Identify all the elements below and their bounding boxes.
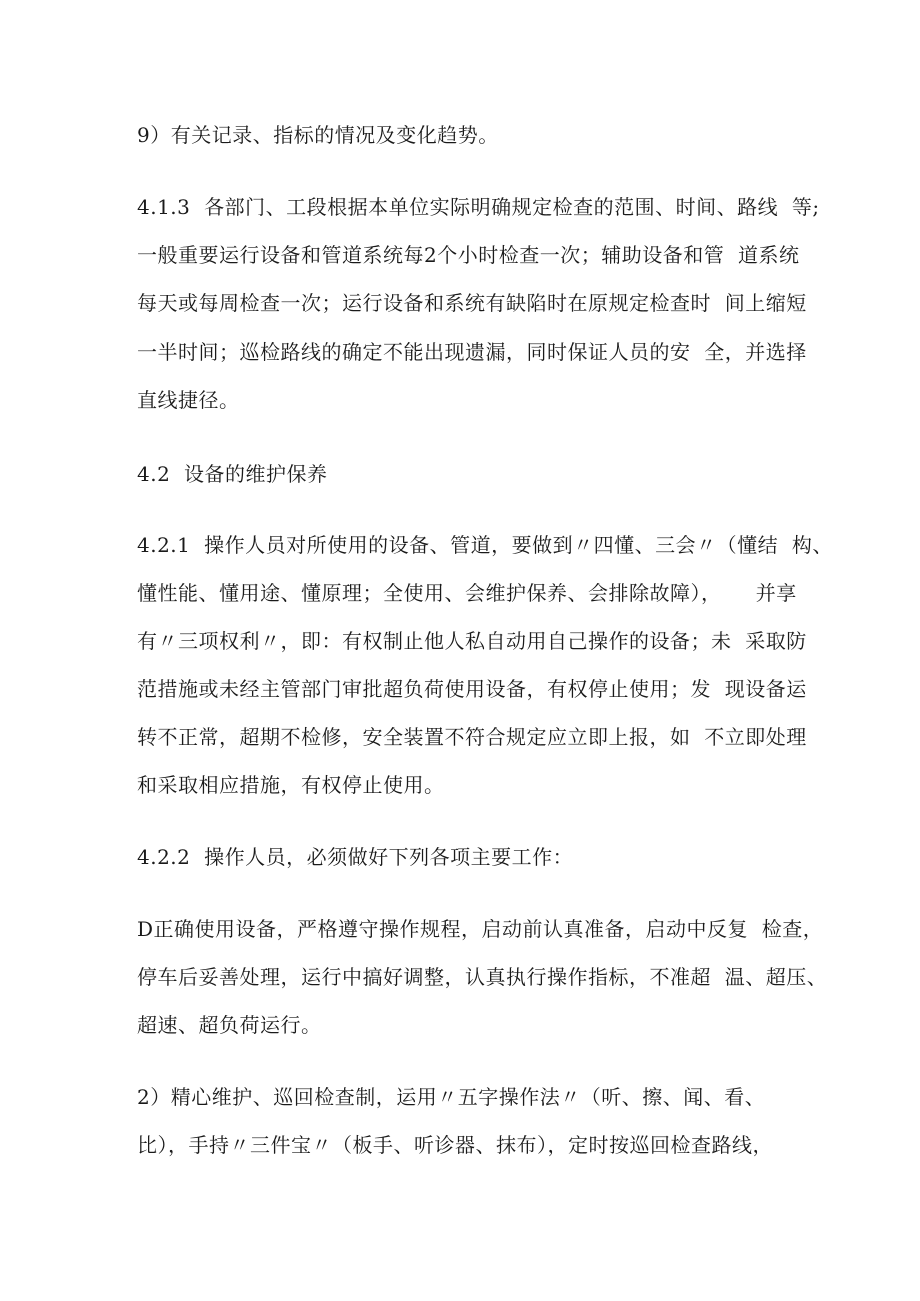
paragraph-line: 一般重要运行设备和管道系统每2个小时检查一次；辅助设备和管 道系统	[137, 243, 800, 267]
paragraph-line: 比），手持〃三件宝〃（板手、听诊器、抹布），定时按巡回检查路线，	[137, 1133, 773, 1157]
paragraph-line: 停车后妥善处理，运行中搞好调整，认真执行操作指标，不准超 温、超压、	[137, 965, 828, 989]
paragraph-line: 4.2.1 操作人员对所使用的设备、管道，要做到〃四懂、三会〃（懂结 构、	[137, 533, 833, 557]
paragraph-line: 4.2.2 操作人员，必须做好下列各项主要工作：	[137, 845, 574, 869]
paragraph-line: 直线捷径。	[137, 388, 240, 412]
paragraph-line: 9）有关记录、指标的情况及变化趋势。	[137, 123, 499, 147]
paragraph-line: D正确使用设备，严格遵守操作规程，启动前认真准备，启动中反复 检查，	[137, 917, 824, 941]
section-heading: 4.2 设备的维护保养	[137, 462, 328, 486]
paragraph-line: 转不正常，超期不检修，安全装置不符合规定应立即上报，如 不立即处理	[137, 725, 807, 749]
paragraph-line: 4.1.3 各部门、工段根据本单位实际明确规定检查的范围、时间、路线 等;	[137, 195, 820, 219]
paragraph-line: 一半时间；巡检路线的确定不能出现遗漏，同时保证人员的安 全，并选择	[137, 340, 807, 364]
paragraph-line: 每天或每周检查一次；运行设备和系统有缺陷时在原规定检查时 间上缩短	[137, 291, 807, 315]
paragraph-line: 和采取相应措施，有权停止使用。	[137, 773, 445, 797]
paragraph-line: 懂性能、懂用途、懂原理；全使用、会维护保养、会排除故障）， 并享	[137, 581, 797, 605]
paragraph-line: 有〃三项权利〃，即：有权制止他人私自动用自己操作的设备；未 采取防	[137, 629, 807, 653]
paragraph-line: 2）精心维护、巡回检查制，运用〃五字操作法〃（听、擦、闻、看、	[137, 1085, 766, 1109]
paragraph-line: 超速、超负荷运行。	[137, 1013, 322, 1037]
paragraph-line: 范措施或未经主管部门审批超负荷使用设备，有权停止使用；发 现设备运	[137, 677, 807, 701]
